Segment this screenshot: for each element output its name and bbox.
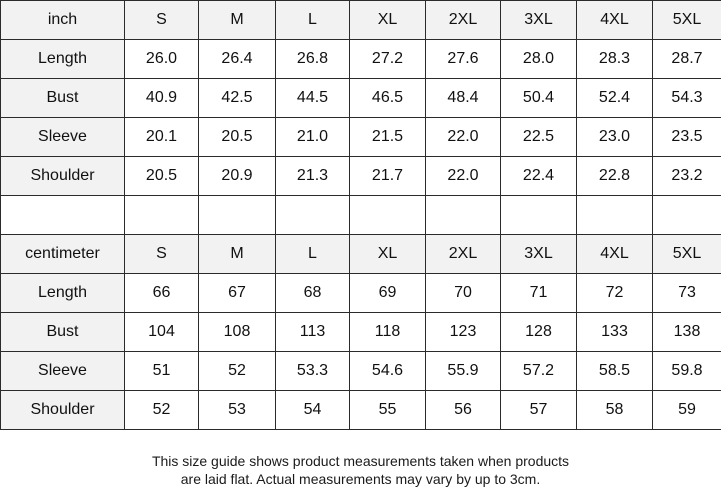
- table-cell: 21.7: [350, 157, 426, 196]
- size-header: L: [276, 1, 350, 40]
- table-cell: 138: [653, 313, 721, 352]
- table-cell: 20.5: [199, 118, 276, 157]
- size-header: XL: [350, 1, 426, 40]
- size-header: 5XL: [653, 235, 721, 274]
- size-header: 4XL: [577, 1, 653, 40]
- size-header: XL: [350, 235, 426, 274]
- table-cell: 57: [501, 391, 577, 430]
- note-line-2: are laid flat. Actual measurements may vary by up to 3cm.: [180, 471, 541, 487]
- table-cell: 108: [199, 313, 276, 352]
- measurement-label: Shoulder: [1, 391, 125, 430]
- table-cell: 55.9: [426, 352, 501, 391]
- table-cell: 21.5: [350, 118, 426, 157]
- size-header: M: [199, 1, 276, 40]
- centimeter-header-row: [1, 235, 721, 274]
- measurement-label: Bust: [1, 313, 125, 352]
- table-cell: 26.8: [276, 40, 350, 79]
- table-cell: 22.0: [426, 118, 501, 157]
- table-cell: 20.1: [125, 118, 199, 157]
- table-cell: 52.4: [577, 79, 653, 118]
- table-cell: 28.3: [577, 40, 653, 79]
- size-header: 5XL: [653, 1, 721, 40]
- table-cell: 73: [653, 274, 721, 313]
- table-cell: 58: [577, 391, 653, 430]
- table-cell: 27.2: [350, 40, 426, 79]
- table-cell: 58.5: [577, 352, 653, 391]
- size-header: 4XL: [577, 235, 653, 274]
- table-row: [1, 40, 721, 79]
- measurement-label: Shoulder: [1, 157, 125, 196]
- table-cell: 53.3: [276, 352, 350, 391]
- size-header: 2XL: [426, 235, 501, 274]
- table-cell: 21.3: [276, 157, 350, 196]
- table-cell: 118: [350, 313, 426, 352]
- unit-label-inch: inch: [1, 1, 125, 40]
- table-cell: 59.8: [653, 352, 721, 391]
- table-cell: 54.3: [653, 79, 721, 118]
- size-header: 3XL: [501, 235, 577, 274]
- table-row: [1, 313, 721, 352]
- inch-header-row: [1, 1, 721, 40]
- table-cell: 46.5: [350, 79, 426, 118]
- table-cell: 57.2: [501, 352, 577, 391]
- table-row: [1, 79, 721, 118]
- table-cell: 53: [199, 391, 276, 430]
- table-cell: 27.6: [426, 40, 501, 79]
- table-cell: 26.0: [125, 40, 199, 79]
- table-cell: 54.6: [350, 352, 426, 391]
- table-cell: 68: [276, 274, 350, 313]
- table-cell: 113: [276, 313, 350, 352]
- table-cell: 55: [350, 391, 426, 430]
- size-header: S: [125, 1, 199, 40]
- table-row: [1, 157, 721, 196]
- measurement-label: Bust: [1, 79, 125, 118]
- table-cell: 48.4: [426, 79, 501, 118]
- table-cell: 28.7: [653, 40, 721, 79]
- table-cell: 67: [199, 274, 276, 313]
- table-row: [1, 274, 721, 313]
- measurement-label: Length: [1, 40, 125, 79]
- table-cell: 69: [350, 274, 426, 313]
- measurement-label: Length: [1, 274, 125, 313]
- table-cell: 133: [577, 313, 653, 352]
- table-cell: 20.5: [125, 157, 199, 196]
- size-header: 3XL: [501, 1, 577, 40]
- table-cell: 56: [426, 391, 501, 430]
- measurement-note: [0, 452, 721, 488]
- table-cell: 40.9: [125, 79, 199, 118]
- table-cell: 104: [125, 313, 199, 352]
- table-row: [1, 391, 721, 430]
- table-cell: 54: [276, 391, 350, 430]
- note-line-1: This size guide shows product measurements taken when products: [151, 453, 570, 469]
- table-row: [1, 352, 721, 391]
- table-row: [1, 118, 721, 157]
- table-cell: 26.4: [199, 40, 276, 79]
- size-header: 2XL: [426, 1, 501, 40]
- table-cell: 42.5: [199, 79, 276, 118]
- table-cell: 51: [125, 352, 199, 391]
- table-cell: 22.0: [426, 157, 501, 196]
- table-cell: 71: [501, 274, 577, 313]
- table-cell: 128: [501, 313, 577, 352]
- size-header: L: [276, 235, 350, 274]
- measurement-label: Sleeve: [1, 352, 125, 391]
- size-header: S: [125, 235, 199, 274]
- table-cell: 44.5: [276, 79, 350, 118]
- table-cell: 22.4: [501, 157, 577, 196]
- table-cell: 52: [125, 391, 199, 430]
- table-cell: 66: [125, 274, 199, 313]
- table-cell: 123: [426, 313, 501, 352]
- table-cell: 21.0: [276, 118, 350, 157]
- table-cell: 23.2: [653, 157, 721, 196]
- spacer-row: [1, 196, 721, 235]
- table-cell: 70: [426, 274, 501, 313]
- table-cell: 72: [577, 274, 653, 313]
- table-cell: 23.5: [653, 118, 721, 157]
- table-cell: 59: [653, 391, 721, 430]
- table-cell: 20.9: [199, 157, 276, 196]
- size-header: M: [199, 235, 276, 274]
- table-cell: 22.8: [577, 157, 653, 196]
- table-cell: 28.0: [501, 40, 577, 79]
- table-cell: 22.5: [501, 118, 577, 157]
- measurement-label: Sleeve: [1, 118, 125, 157]
- table-cell: 50.4: [501, 79, 577, 118]
- table-cell: 52: [199, 352, 276, 391]
- table-cell: 23.0: [577, 118, 653, 157]
- unit-label-centimeter: centimeter: [1, 235, 125, 274]
